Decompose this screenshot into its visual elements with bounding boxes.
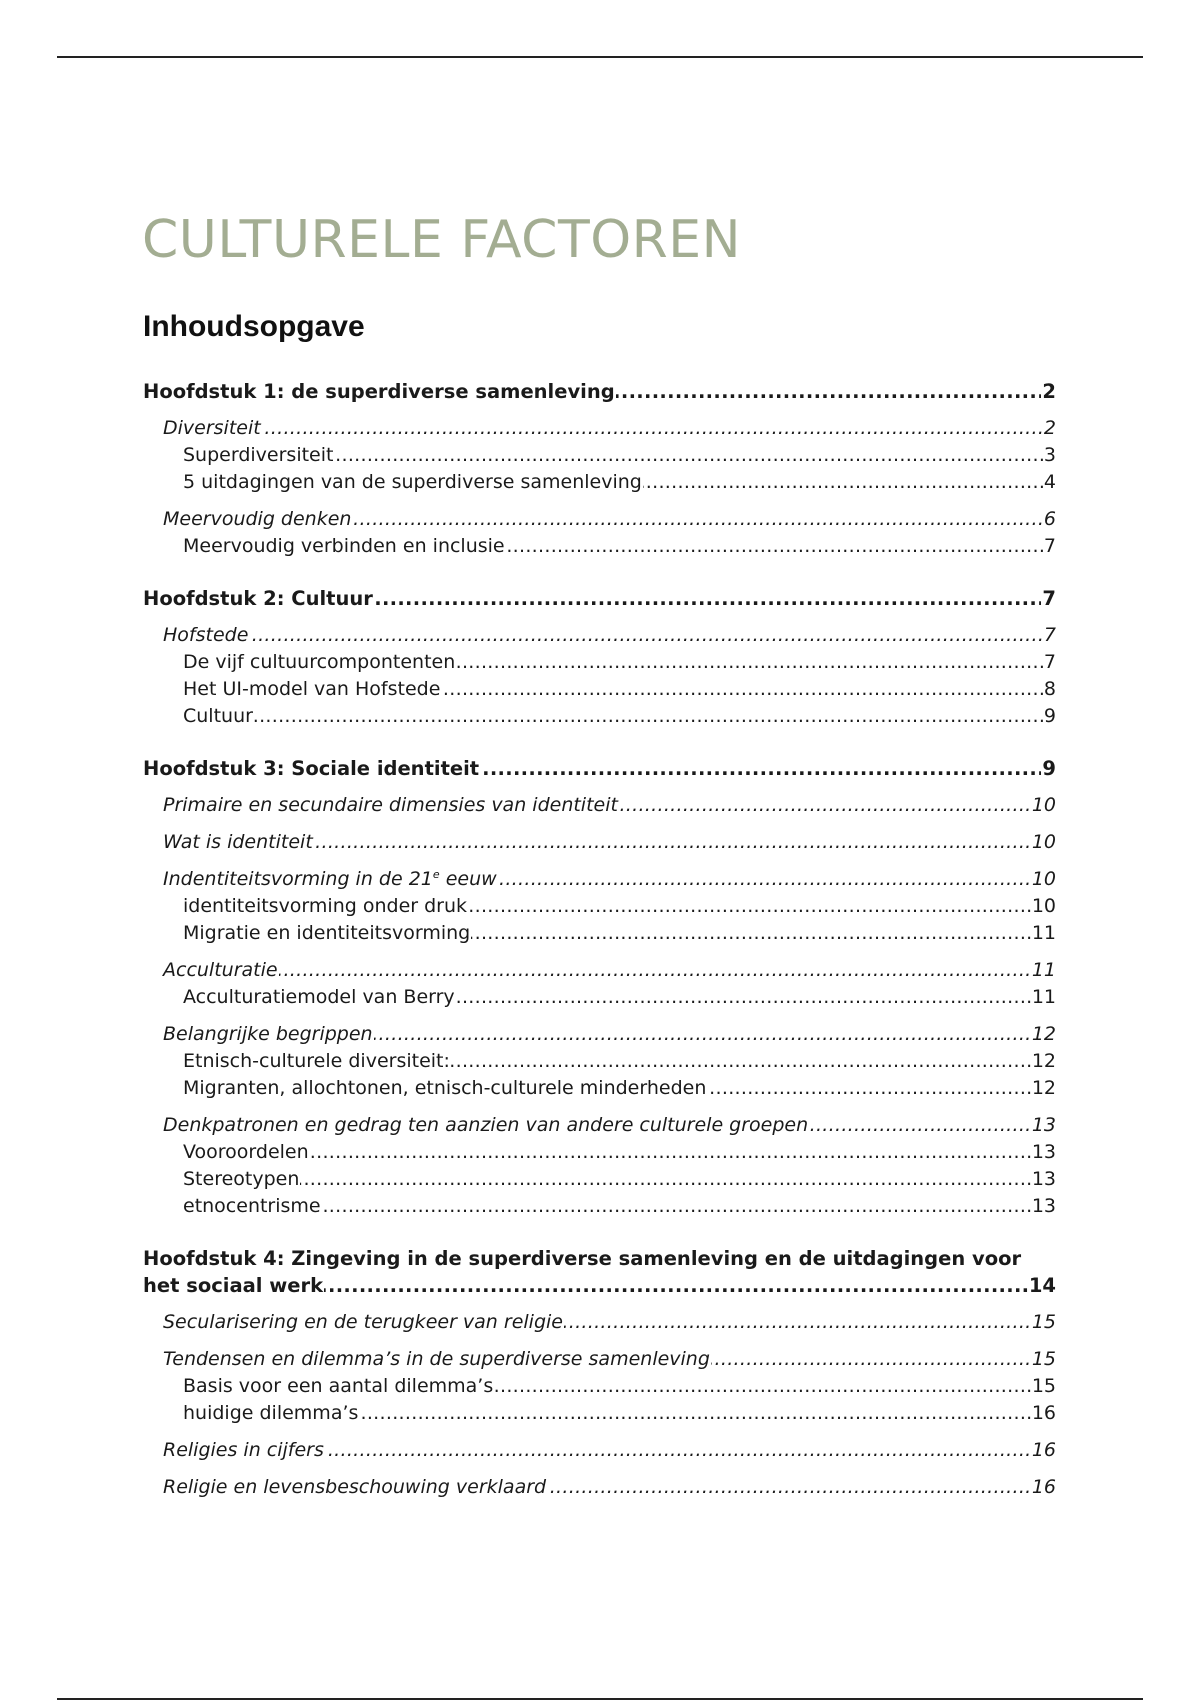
- toc-entry[interactable]: [143, 1373, 1056, 1400]
- toc-entry[interactable]: [143, 533, 1056, 560]
- toc-entry-label: De vijf cultuurcompontenten: [183, 651, 456, 673]
- toc-entry-label: Belangrijke begrippen: [163, 1023, 373, 1045]
- toc-page-number: 7: [1043, 649, 1056, 676]
- toc-entry[interactable]: [143, 1474, 1056, 1501]
- toc-page-number: 6: [1043, 506, 1056, 533]
- toc-entry-label: Hoofdstuk 3: Sociale identiteit: [143, 757, 480, 780]
- toc-entry-label: Migranten, allochtonen, etnisch-culturele minderheden: [183, 1077, 707, 1099]
- toc-entry[interactable]: [143, 1139, 1056, 1166]
- toc-entry-label: Diversiteit: [163, 417, 261, 439]
- toc-page-number: 13: [1031, 1139, 1056, 1166]
- toc-entry[interactable]: [143, 893, 1056, 920]
- toc-heading: Inhoudsopgave: [143, 310, 365, 343]
- toc-entry-label: Cultuur: [183, 705, 253, 727]
- toc-page-number: 14: [1028, 1274, 1056, 1297]
- toc-page-number: 15: [1031, 1309, 1056, 1336]
- toc-entry-label: Hoofdstuk 2: Cultuur: [143, 587, 373, 610]
- toc-entry-label: Hoofdstuk 1: de superdiverse samenleving: [143, 380, 615, 403]
- toc-entry-label: Stereotypen: [183, 1168, 300, 1190]
- toc-page-number: 13: [1031, 1112, 1056, 1139]
- toc-page-number: 12: [1031, 1048, 1056, 1075]
- toc-entry-label: Migratie en identiteitsvorming: [183, 922, 471, 944]
- toc-page-number: 16: [1031, 1474, 1056, 1501]
- toc-entry-label: huidige dilemma’s: [183, 1402, 359, 1424]
- document-title: CULTURELE FACTOREN: [142, 210, 742, 270]
- toc-entry-label: Primaire en secundaire dimensies van identiteit: [163, 794, 618, 816]
- toc-entry[interactable]: [143, 1245, 1056, 1299]
- toc-entry[interactable]: [143, 755, 1056, 782]
- toc-entry[interactable]: [143, 415, 1056, 442]
- toc-entry-label: Religie en levensbeschouwing verklaard: [163, 1476, 547, 1498]
- toc-entry-label: etnocentrisme: [183, 1195, 321, 1217]
- toc-entry[interactable]: [143, 957, 1056, 984]
- toc-entry[interactable]: [143, 1166, 1056, 1193]
- toc-entry[interactable]: [143, 1346, 1056, 1373]
- toc-page-number: 10: [1031, 893, 1056, 920]
- toc-entry-label: Basis voor een aantal dilemma’s: [183, 1375, 494, 1397]
- toc-entry[interactable]: [143, 1309, 1056, 1336]
- toc-page-number: 12: [1031, 1075, 1056, 1102]
- toc-page-number: 3: [1043, 442, 1056, 469]
- toc-entry[interactable]: [143, 1075, 1056, 1102]
- toc-entry-label: 5 uitdagingen van de superdiverse samenleving: [183, 471, 642, 493]
- toc-page-number: 2: [1042, 380, 1056, 403]
- toc-entry-label: Secularisering en de terugkeer van religie: [163, 1311, 563, 1333]
- toc-page-number: 11: [1031, 957, 1056, 984]
- toc-page-number: 4: [1043, 469, 1056, 496]
- toc-page-number: 10: [1031, 792, 1056, 819]
- toc-page-number: 8: [1043, 676, 1056, 703]
- toc-page-number: 7: [1042, 587, 1056, 610]
- toc-entry-label: Denkpatronen en gedrag ten aanzien van andere culturele groepen: [163, 1114, 809, 1136]
- toc-page-number: 7: [1043, 533, 1056, 560]
- toc-page-number: 11: [1031, 920, 1056, 947]
- toc-entry[interactable]: [143, 1193, 1056, 1220]
- toc-page-number: 10: [1031, 829, 1056, 856]
- toc-page-number: 9: [1042, 757, 1056, 780]
- toc-entry-label: Vooroordelen: [183, 1141, 309, 1163]
- toc-entry[interactable]: [143, 1400, 1056, 1427]
- toc-page-number: 15: [1031, 1346, 1056, 1373]
- toc-entry[interactable]: [143, 703, 1056, 730]
- toc-page-number: 2: [1043, 415, 1056, 442]
- toc-page-number: 16: [1031, 1437, 1056, 1464]
- toc-page-number: 9: [1043, 703, 1056, 730]
- toc-entry[interactable]: [143, 1021, 1056, 1048]
- toc-entry-label: Religies in cijfers: [163, 1439, 324, 1461]
- toc-entry-label: identiteitsvorming onder druk: [183, 895, 468, 917]
- toc-entry[interactable]: [143, 1437, 1056, 1464]
- toc-entry[interactable]: [143, 984, 1056, 1011]
- toc-page-number: 16: [1031, 1400, 1056, 1427]
- toc-entry[interactable]: [143, 866, 1056, 893]
- toc-entry-label: Indentiteitsvorming in de 21e eeuw: [163, 868, 497, 890]
- toc-entry-label: Meervoudig verbinden en inclusie: [183, 535, 505, 557]
- toc-page-number: 15: [1031, 1373, 1056, 1400]
- toc-page-number: 11: [1031, 984, 1056, 1011]
- toc-entry[interactable]: [143, 920, 1056, 947]
- toc-page-number: 13: [1031, 1166, 1056, 1193]
- toc-page-number: 12: [1031, 1021, 1056, 1048]
- toc-entry-label: Etnisch-culturele diversiteit:: [183, 1050, 450, 1072]
- toc-entry-label: Tendensen en dilemma’s in de superdiverse samenleving: [163, 1348, 710, 1370]
- toc-entry[interactable]: [143, 829, 1056, 856]
- toc-page-number: 10: [1031, 866, 1056, 893]
- toc-entry[interactable]: [143, 469, 1056, 496]
- toc-entry[interactable]: [143, 1112, 1056, 1139]
- toc-entry-label: Meervoudig denken: [163, 508, 352, 530]
- toc-entry[interactable]: [143, 585, 1056, 612]
- toc-entry-label: Acculturatie: [163, 959, 278, 981]
- toc-entry-label: Hofstede: [163, 624, 249, 646]
- toc-entry[interactable]: [143, 442, 1056, 469]
- table-of-contents: [143, 378, 1056, 1501]
- toc-entry-label: Hoofdstuk 4: Zingeving in de superdiverse samenleving en de uitdagingen voor: [143, 1247, 1022, 1270]
- toc-entry[interactable]: [143, 649, 1056, 676]
- toc-entry[interactable]: [143, 622, 1056, 649]
- toc-entry-label: Wat is identiteit: [163, 831, 313, 853]
- toc-entry[interactable]: [143, 506, 1056, 533]
- toc-entry-label: Het UI-model van Hofstede: [183, 678, 441, 700]
- toc-entry[interactable]: [143, 378, 1056, 405]
- toc-entry-label: Superdiversiteit: [183, 444, 334, 466]
- toc-entry[interactable]: [143, 1048, 1056, 1075]
- toc-entry-label-continued: het sociaal werk: [143, 1274, 324, 1297]
- header-rule: [57, 56, 1143, 58]
- toc-page-number: 7: [1043, 622, 1056, 649]
- toc-entry[interactable]: [143, 792, 1056, 819]
- toc-page-number: 13: [1031, 1193, 1056, 1220]
- toc-entry-label: Acculturatiemodel van Berry: [183, 986, 455, 1008]
- toc-entry[interactable]: [143, 676, 1056, 703]
